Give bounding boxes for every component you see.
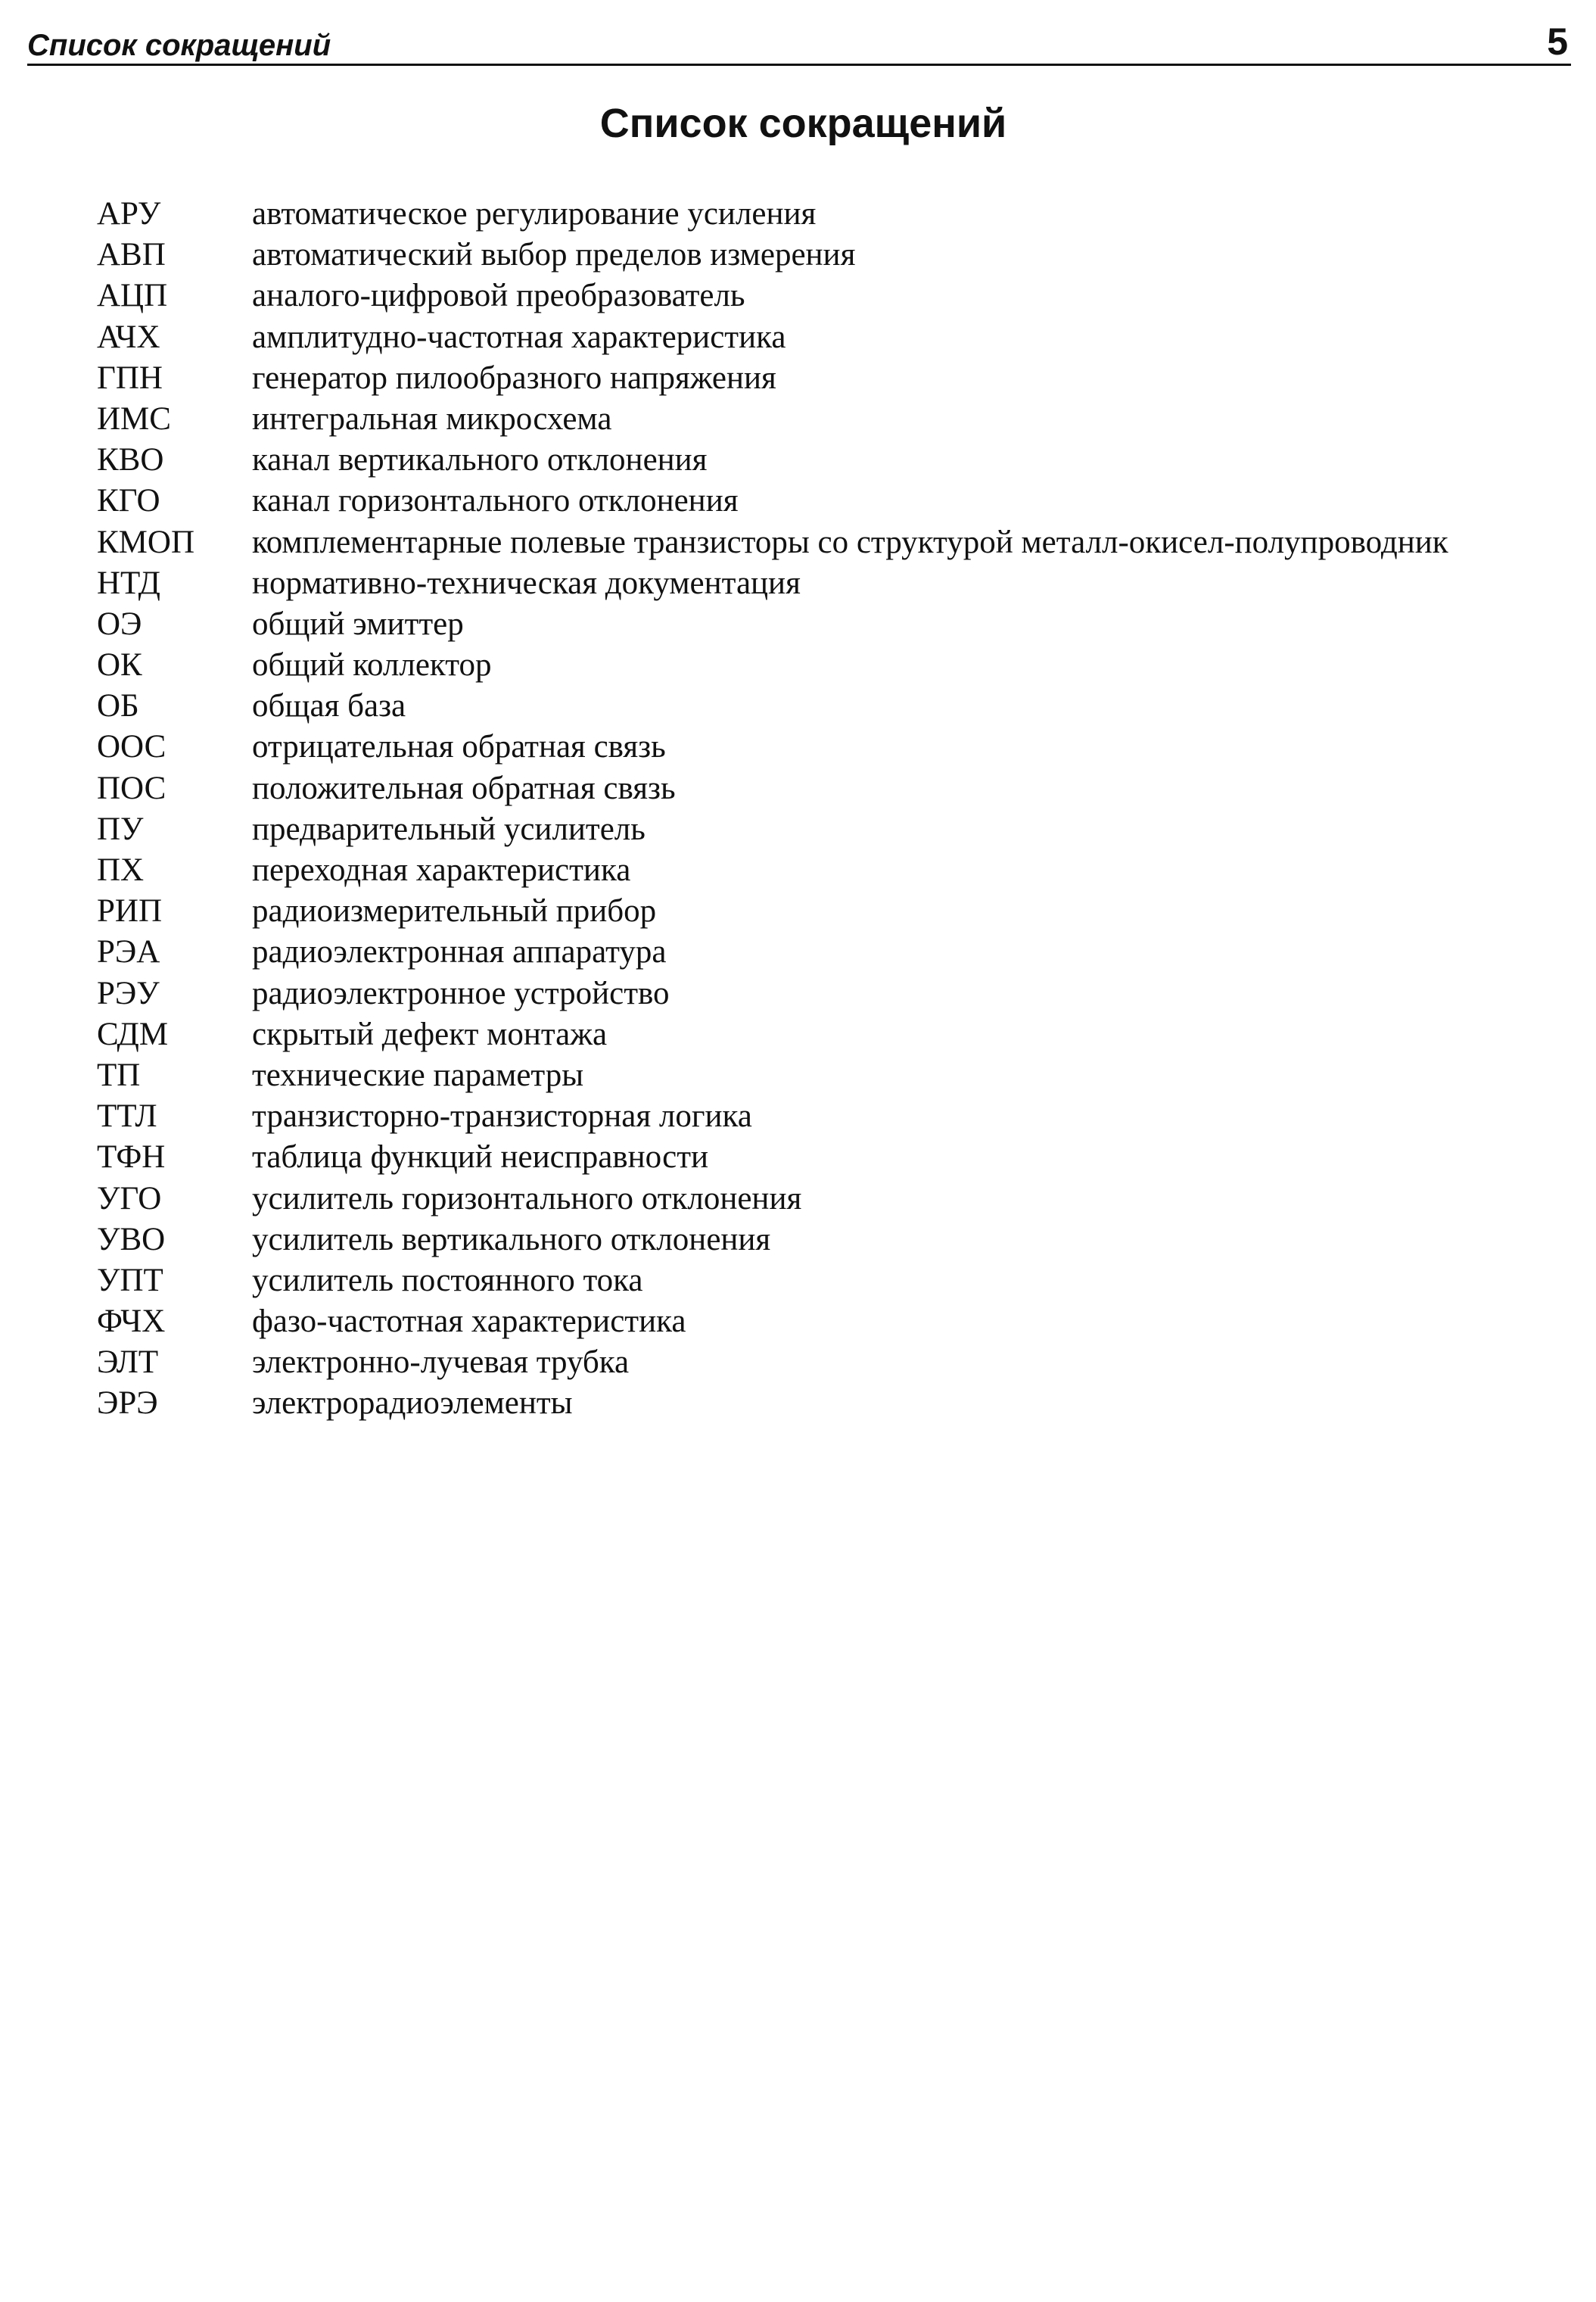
abbreviation-definition: общая база xyxy=(252,688,406,724)
abbreviation-definition: канал вертикального отклонения xyxy=(252,442,708,478)
abbreviation-definition: предварительный усилитель xyxy=(252,811,646,847)
abbreviation-definition: отрицательная обратная связь xyxy=(252,729,666,765)
abbreviation-definition: общий эмиттер xyxy=(252,606,464,642)
abbreviation-definition: радиоэлектронное устройство xyxy=(252,975,670,1011)
abbreviation-definition: генератор пилообразного напряжения xyxy=(252,360,776,396)
abbreviation-term: РЭА xyxy=(97,934,160,970)
abbreviation-term: ОБ xyxy=(97,688,139,724)
abbreviation-definition: таблица функций неисправности xyxy=(252,1139,709,1176)
abbreviation-definition: технические параметры xyxy=(252,1057,584,1093)
abbreviation-term: РИП xyxy=(97,893,163,930)
abbreviation-definition: усилитель постоянного тока xyxy=(252,1262,643,1298)
abbreviation-term: АЧХ xyxy=(97,319,160,355)
abbreviation-term: ИМС xyxy=(97,400,171,437)
abbreviation-term: ПУ xyxy=(97,811,144,847)
abbreviation-definition: канал горизонтального отклонения xyxy=(252,483,739,519)
abbreviation-term: АРУ xyxy=(97,196,161,232)
abbreviation-term: УВО xyxy=(97,1221,166,1257)
abbreviation-term: УГО xyxy=(97,1180,162,1216)
abbreviation-definition: нормативно-техническая документация xyxy=(252,565,801,601)
abbreviation-term: КВО xyxy=(97,442,164,478)
abbreviation-term: ЭЛТ xyxy=(97,1344,159,1381)
abbreviation-term: ГПН xyxy=(97,360,163,396)
abbreviation-definition: автоматический выбор пределов измерения xyxy=(252,237,856,273)
abbreviation-definition: переходная характеристика xyxy=(252,852,631,888)
running-header xyxy=(27,20,1571,66)
abbreviation-term: КГО xyxy=(97,483,160,519)
abbreviation-definition: амплитудно-частотная характеристика xyxy=(252,319,786,355)
abbreviation-term: ТП xyxy=(97,1057,141,1093)
abbreviation-definition: усилитель вертикального отклонения xyxy=(252,1221,771,1257)
abbreviation-term: КМОП xyxy=(97,524,195,560)
abbreviation-term: АЦП xyxy=(97,278,168,314)
abbreviation-definition: электрорадиоэлементы xyxy=(252,1385,573,1422)
abbreviation-term: ТТЛ xyxy=(97,1098,157,1135)
abbreviation-definition: автоматическое регулирование усиления xyxy=(252,196,817,232)
abbreviation-term: ООС xyxy=(97,729,166,765)
abbreviation-term: РЭУ xyxy=(97,975,160,1011)
abbreviation-term: ЭРЭ xyxy=(97,1385,158,1422)
abbreviation-term: АВП xyxy=(97,237,166,273)
abbreviation-definition: общий коллектор xyxy=(252,647,492,684)
abbreviation-definition: радиоэлектронная аппаратура xyxy=(252,934,667,970)
abbreviation-definition: скрытый дефект монтажа xyxy=(252,1016,608,1052)
abbreviation-definition: радиоизмерительный прибор xyxy=(252,893,657,930)
abbreviation-definition: аналого-цифровой преобразователь xyxy=(252,278,745,314)
abbreviation-definition: интегральная микросхема xyxy=(252,400,612,437)
abbreviation-definition: электронно-лучевая трубка xyxy=(252,1344,630,1381)
abbreviation-term: ТФН xyxy=(97,1139,166,1176)
abbreviation-definition: фазо-частотная характеристика xyxy=(252,1304,686,1340)
abbreviation-term: ПХ xyxy=(97,852,145,888)
abbreviation-term: ФЧХ xyxy=(97,1304,166,1340)
abbreviation-term: ОЭ xyxy=(97,606,142,642)
abbreviation-term: СДМ xyxy=(97,1016,169,1052)
abbreviation-term: УПТ xyxy=(97,1262,163,1298)
abbreviation-definition: комплементарные полевые транзисторы со структурой металл-окисел-полупроводник xyxy=(252,524,1448,560)
page-number: 5 xyxy=(1547,20,1568,63)
abbreviation-term: ПОС xyxy=(97,770,166,806)
page-title: Список сокращений xyxy=(599,101,1007,146)
running-title: Список сокращений xyxy=(27,29,331,62)
abbreviation-definition: усилитель горизонтального отклонения xyxy=(252,1180,802,1216)
abbreviation-definition: транзисторно-транзисторная логика xyxy=(252,1098,752,1135)
abbreviation-term: ОК xyxy=(97,647,142,684)
abbreviation-definition: положительная обратная связь xyxy=(252,770,676,806)
abbreviation-term: НТД xyxy=(97,565,160,601)
